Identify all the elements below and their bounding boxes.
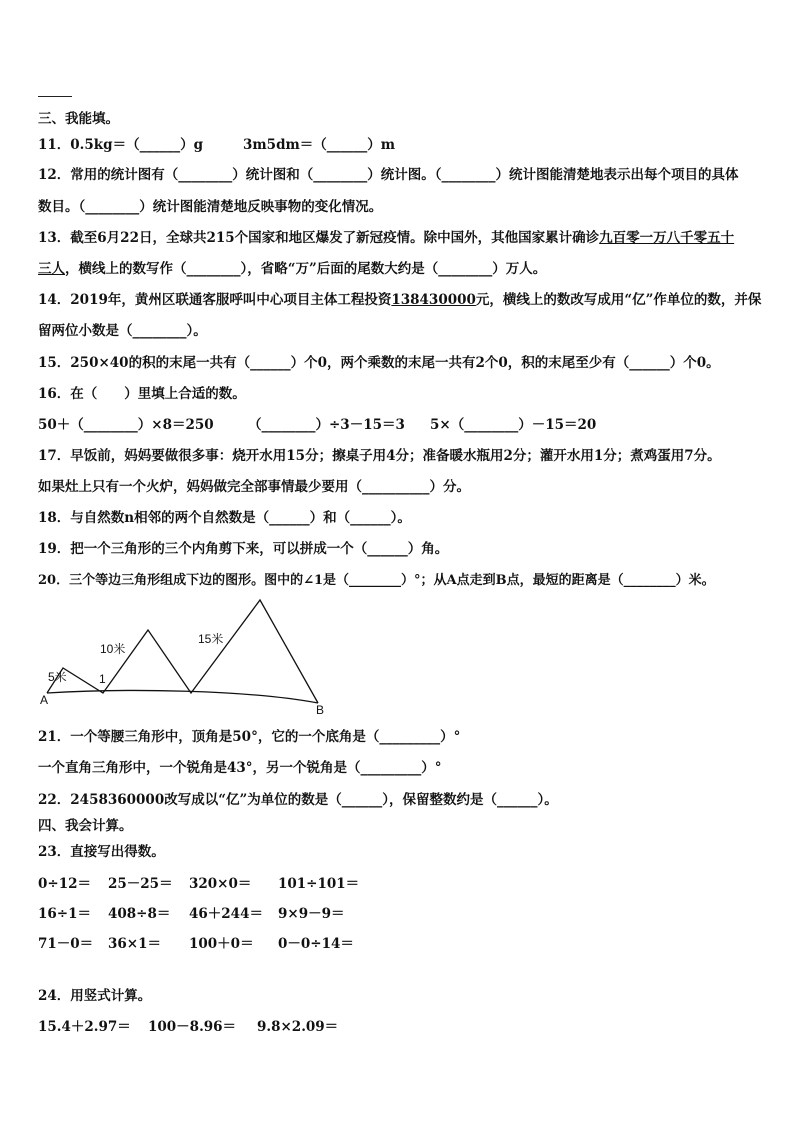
question-16-title: 16．在（ ）里填上合适的数。 bbox=[38, 386, 246, 402]
question-18: 18．与自然数n相邻的两个自然数是（______）和（______）。 bbox=[38, 510, 411, 526]
q23-item: 100＋0＝ bbox=[189, 936, 254, 952]
q23-item: 0÷12＝ bbox=[38, 876, 91, 892]
question-13-line-1 bbox=[38, 229, 734, 247]
question-15: 15．250×40的积的末尾一共有（______）个0，两个乘数的末尾一共有2个0，积的末尾至少有（______）个0。 bbox=[38, 355, 720, 371]
q24-item: 9.8×2.09＝ bbox=[257, 1019, 339, 1035]
q11-part-b: 3m5dm＝（______）m bbox=[243, 137, 396, 153]
triangles-figure bbox=[38, 596, 338, 716]
q23-row bbox=[38, 935, 354, 953]
question-17-line-2: 如果灶上只有一个火炉，妈妈做完全部事情最少要用（__________）分。 bbox=[38, 479, 470, 495]
question-22: 22．2458360000改写成以“亿”为单位的数是（______），保留整数约是（______）。 bbox=[38, 792, 558, 808]
q24-item: 100－8.96＝ bbox=[148, 1019, 237, 1035]
header-rule bbox=[38, 96, 72, 97]
question-20: 20．三个等边三角形组成下边的图形。图中的∠1是（________）°；从A点走到B点，最短的距离是（________）米。 bbox=[38, 573, 715, 588]
q23-row bbox=[38, 905, 345, 923]
q23-item: 0－0÷14＝ bbox=[278, 936, 354, 952]
q23-item: 25－25＝ bbox=[108, 876, 173, 892]
q23-item: 71－0＝ bbox=[38, 936, 94, 952]
q24-item: 15.4＋2.97＝ bbox=[38, 1019, 131, 1035]
triangle-peaks bbox=[47, 600, 318, 703]
question-11 bbox=[38, 136, 396, 154]
question-24-title: 24．用竖式计算。 bbox=[38, 988, 152, 1004]
q13-text: 13．截至6月22日，全球共215个国家和地区爆发了新冠疫情。除中国外，其他国家累计确诊 bbox=[38, 230, 600, 246]
question-21-line-2: 一个直角三角形中，一个锐角是43°，另一个锐角是（_________）° bbox=[38, 760, 442, 776]
question-14-line-2: 留两位小数是（________）。 bbox=[38, 323, 207, 339]
q14-text: 14．2019年，黄州区联通客服呼叫中心项目主体工程投资 bbox=[38, 292, 392, 308]
q23-row bbox=[38, 875, 360, 893]
q14-text-end: 元，横线上的数改写成用“亿”作单位的数，并保 bbox=[475, 292, 762, 308]
question-12-line-2: 数目。（________）统计图能清楚地反映事物的变化情况。 bbox=[38, 199, 383, 215]
label-10m: 10米 bbox=[100, 642, 126, 656]
question-21-line-1: 21．一个等腰三角形中，顶角是50°，它的一个底角是（_________）° bbox=[38, 729, 461, 745]
q16-item-a: 50＋（________）×8＝250 bbox=[38, 417, 214, 433]
q23-item: 408÷8＝ bbox=[108, 906, 171, 922]
q16-item-b: （________）÷3－15＝3 bbox=[248, 417, 405, 433]
q11-part-a: 11．0.5kg＝（______）g bbox=[38, 137, 204, 153]
question-12-line-1: 12．常用的统计图有（________）统计图和（________）统计图。（________）统计图能清楚地表示出每个项目的具体 bbox=[38, 167, 739, 183]
question-13-line-2 bbox=[38, 260, 546, 278]
label-5m: 5米 bbox=[48, 670, 67, 684]
base-curve bbox=[47, 690, 318, 703]
question-23-title: 23．直接写出得数。 bbox=[38, 844, 165, 860]
label-15m: 15米 bbox=[198, 632, 224, 646]
point-b-label: B bbox=[316, 703, 325, 716]
q23-item: 16÷1＝ bbox=[38, 906, 91, 922]
q23-item: 320×0＝ bbox=[189, 876, 252, 892]
question-14-line-1 bbox=[38, 291, 761, 309]
q16-item-c: 5×（________）－15＝20 bbox=[430, 417, 597, 433]
question-19: 19．把一个三角形的三个内角剪下来，可以拼成一个（______）角。 bbox=[38, 541, 449, 557]
q13-underlined-end: 三人 bbox=[38, 261, 65, 277]
question-17-line-1: 17．早饭前，妈妈要做很多事：烧开水用15分；擦桌子用4分；准备暖水瓶用2分；灌开水用1分；煮鸡蛋用7分。 bbox=[38, 448, 721, 464]
point-a-label: A bbox=[40, 693, 49, 707]
q14-underlined-number: 138430000 bbox=[391, 292, 476, 308]
section-3-title: 三、我能填。 bbox=[38, 111, 119, 127]
q23-item: 46＋244＝ bbox=[189, 906, 263, 922]
q24-items bbox=[38, 1018, 339, 1036]
q13-question: ，横线上的数写作（________），省略“万”后面的尾数大约是（________）万人。 bbox=[65, 261, 547, 277]
section-4-title: 四、我会计算。 bbox=[38, 818, 133, 834]
q13-underlined-number: 九百零一万八千零五十 bbox=[599, 230, 735, 246]
q23-item: 101÷101＝ bbox=[278, 876, 360, 892]
angle-1-label: 1 bbox=[99, 672, 106, 686]
question-16-items bbox=[38, 416, 597, 434]
q23-item: 9×9－9＝ bbox=[278, 906, 345, 922]
q23-item: 36×1＝ bbox=[108, 936, 161, 952]
